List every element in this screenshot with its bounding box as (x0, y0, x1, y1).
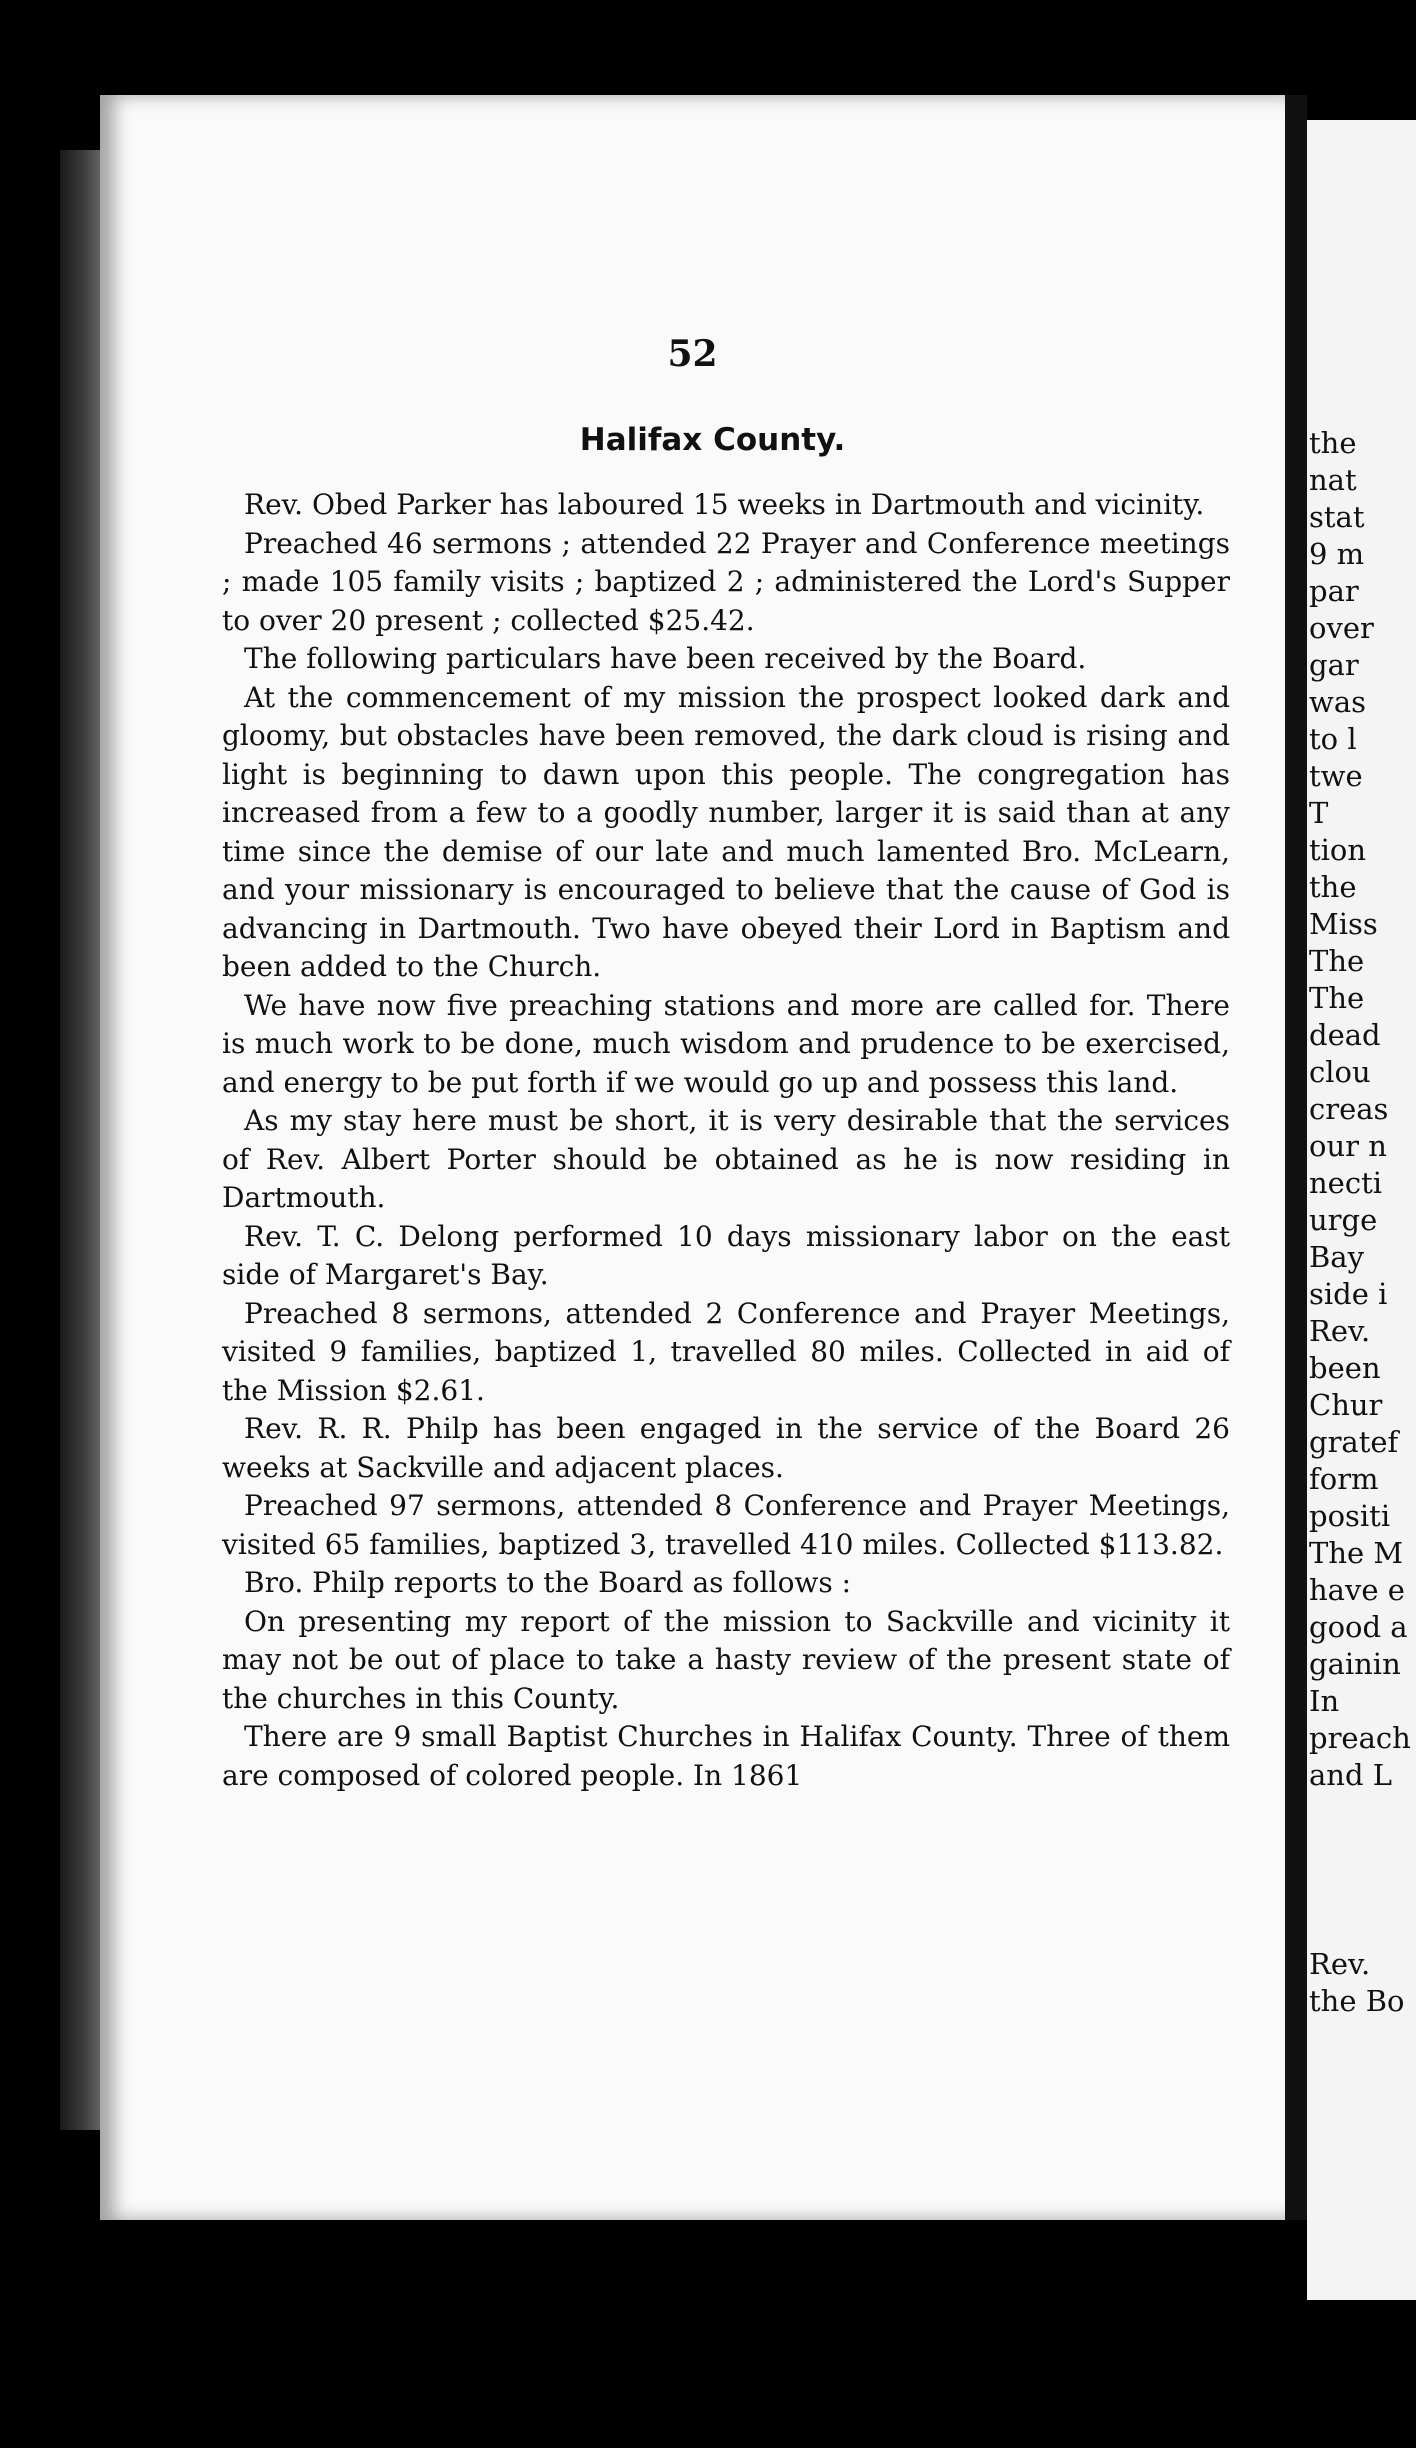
adjacent-page-fragment: been (1309, 1351, 1381, 1385)
paragraph: We have now five preaching stations and more are called for. There is much work to be done, much wisdom and prudence to be exercised, and energy to be put forth if we would go up and possess this land. (222, 988, 1230, 1099)
adjacent-page-fragment: gratef (1309, 1425, 1399, 1459)
adjacent-page-fragment: twe (1309, 759, 1363, 793)
paragraph: On presenting my report of the mission to Sackville and vicinity it may not be out of place to take a hasty review of the present state of the churches in this County. (222, 1604, 1230, 1715)
adjacent-page-fragment: preach (1309, 1721, 1411, 1755)
paragraph: Rev. T. C. Delong performed 10 days missionary labor on the east side of Margaret's Bay. (222, 1219, 1230, 1291)
adjacent-page-fragment: have e (1309, 1573, 1405, 1607)
paragraph: There are 9 small Baptist Churches in Halifax County. Three of them are composed of colored people. In 1861 (222, 1720, 1230, 1792)
paragraph: At the commencement of my mission the prospect looked dark and gloomy, but obstacles have been removed, the dark cloud is rising and light is beginning to dawn upon this people. The congregation has increased from a few to a goodly number, larger it is said than at any time since the demise of our late and much lamented Bro. McLearn, and your missionary is encouraged to believe that the cause of God is advancing in Dartmouth. Two have obeyed their Lord in Baptism and been added to the Church. (222, 680, 1230, 983)
adjacent-page-fragment: form (1309, 1462, 1379, 1496)
adjacent-page (1307, 120, 1416, 2300)
adjacent-page-fragment: necti (1309, 1166, 1383, 1200)
paragraph: Rev. Obed Parker has laboured 15 weeks in Dartmouth and vicinity. (244, 488, 1205, 521)
paragraph: Rev. R. R. Philp has been engaged in the service of the Board 26 weeks at Sackville and adjacent places. (222, 1412, 1230, 1484)
adjacent-page-fragment: the (1309, 870, 1357, 904)
adjacent-page-fragment: T (1309, 796, 1329, 830)
adjacent-page-fragment: 9 m (1309, 537, 1365, 571)
paragraph: Bro. Philp reports to the Board as follows : (244, 1566, 852, 1599)
page-number: 52 (667, 333, 718, 375)
adjacent-page-fragment: Miss (1309, 907, 1378, 941)
adjacent-page-fragment: the Bo (1309, 1984, 1405, 2018)
adjacent-page-fragment: positi (1309, 1499, 1391, 1533)
adjacent-page-fragment: side i (1309, 1277, 1388, 1311)
adjacent-page-fragment: was (1309, 685, 1366, 719)
adjacent-page-fragment: creas (1309, 1092, 1389, 1126)
paragraph: Preached 8 sermons, attended 2 Conference and Prayer Meetings, visited 9 families, baptized 1, travelled 80 miles. Collected in aid of the Mission $2.61. (222, 1296, 1230, 1407)
adjacent-page-fragment: urge (1309, 1203, 1378, 1237)
page-body-text (222, 486, 1230, 1795)
adjacent-page-fragment: clou (1309, 1055, 1371, 1089)
paragraph: As my stay here must be short, it is very desirable that the services of Rev. Albert Porter should be obtained as he is now residing in Dartmouth. (222, 1104, 1230, 1214)
adjacent-page-fragment: In (1309, 1684, 1340, 1718)
adjacent-page-fragment: over (1309, 611, 1374, 645)
adjacent-page-fragment: The M (1309, 1536, 1404, 1570)
section-title: Halifax County. (579, 422, 846, 458)
adjacent-page-fragment: Bay (1309, 1240, 1364, 1274)
adjacent-page-fragment: Chur (1309, 1388, 1383, 1422)
adjacent-page-fragment: good a (1309, 1610, 1408, 1644)
paragraph: The following particulars have been received by the Board. (244, 642, 1087, 675)
page-gutter (1285, 95, 1307, 2220)
adjacent-page-fragment: the (1309, 426, 1357, 460)
adjacent-page-fragment: to l (1309, 722, 1357, 756)
adjacent-page-fragment: Rev. (1309, 1314, 1371, 1348)
adjacent-page-fragment: nat (1309, 463, 1357, 497)
adjacent-page-fragment: our n (1309, 1129, 1387, 1163)
adjacent-page-fragment: and L (1309, 1758, 1393, 1792)
adjacent-page-fragment: gainin (1309, 1647, 1401, 1681)
adjacent-page-fragment: The (1309, 981, 1365, 1015)
adjacent-page-fragment: Rev. (1309, 1947, 1371, 1981)
adjacent-page-fragment: tion (1309, 833, 1367, 867)
adjacent-page-fragment: par (1309, 574, 1359, 608)
adjacent-page-fragment: gar (1309, 648, 1359, 682)
adjacent-page-fragment: stat (1309, 500, 1365, 534)
adjacent-page-fragment: The (1309, 944, 1365, 978)
paragraph: Preached 97 sermons, attended 8 Conference and Prayer Meetings, visited 65 families, baptized 3, travelled 410 miles. Collected $113.82. (222, 1489, 1230, 1561)
paragraph: Preached 46 sermons ; attended 22 Prayer and Conference meetings ; made 105 family visits ; baptized 2 ; administered the Lord's Supper to over 20 present ; collected $25.42. (222, 526, 1230, 637)
adjacent-page-fragment: dead (1309, 1018, 1381, 1052)
